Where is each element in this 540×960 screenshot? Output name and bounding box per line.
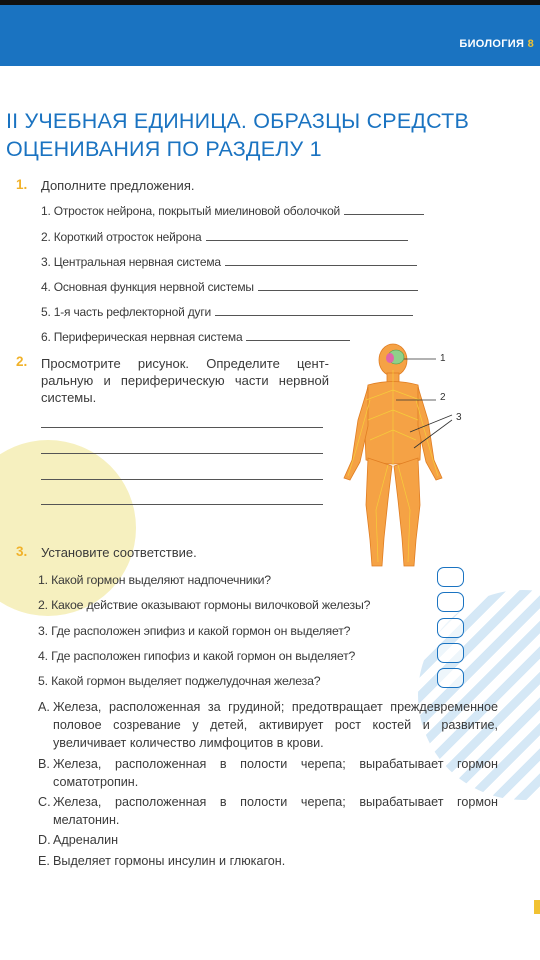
answer-line[interactable]: [41, 504, 323, 505]
figure-label-1: 1: [440, 353, 446, 364]
task-3-option: [38, 793, 498, 829]
answer-box[interactable]: [437, 592, 464, 612]
task-3-number: 3.: [16, 544, 28, 559]
option-text: Железа, расположенная в полости черепа; вырабатывает гормон соматотропин.: [53, 757, 498, 789]
subject-label: [459, 38, 534, 50]
task-3-option: [38, 852, 498, 870]
answer-blank[interactable]: [258, 289, 418, 291]
option-text: Выделяет гормоны инсулин и глюкагон.: [53, 854, 286, 868]
grade-number: 8: [527, 38, 534, 50]
task-3-question: 4. Где расположен гипофиз и какой гормон он выделяет?: [38, 649, 356, 663]
page-header: [0, 5, 540, 66]
option-letter: D.: [38, 833, 51, 847]
task-2-number: 2.: [16, 354, 28, 369]
option-letter: C.: [38, 795, 51, 809]
task-1-sentence: 6. Периферическая нервная система: [41, 330, 350, 344]
decorative-circle: [0, 440, 136, 616]
option-letter: B.: [38, 757, 50, 771]
title-line-2: ОЦЕНИВАНИЯ ПО РАЗДЕЛУ 1: [6, 137, 322, 161]
answer-box[interactable]: [437, 618, 464, 638]
option-text: Железа, расположенная за грудиной; предотвращает преждевременное половое созревание у детей, активирует рост костей и развитие, увеличивает количество лимфоцитов в крови.: [53, 700, 498, 750]
figure-label-2: 2: [440, 392, 446, 403]
task-3-question: 5. Какой гормон выделяет поджелудочная железа?: [38, 674, 321, 688]
task-2-text: Просмотрите рисунок. Определите центральную и периферическую части нервной системы.: [41, 356, 329, 405]
answer-line[interactable]: [41, 479, 323, 480]
task-1-sentence: 3. Центральная нервная система: [41, 255, 417, 269]
option-letter: E.: [38, 854, 50, 868]
task-3-option: [38, 698, 498, 752]
nervous-system-figure: [330, 340, 480, 572]
page-edge-marker: [534, 900, 540, 914]
task-1-sentence: 2. Короткий отросток нейрона: [41, 230, 408, 244]
task-1-instruction: Дополните предложения.: [41, 178, 195, 193]
task-3-option: [38, 755, 498, 791]
figure-label-3: 3: [456, 412, 462, 423]
human-body-illustration: [330, 340, 480, 572]
answer-line[interactable]: [41, 427, 323, 428]
answer-blank[interactable]: [344, 213, 424, 215]
answer-box[interactable]: [437, 643, 464, 663]
subject-name: БИОЛОГИЯ: [459, 38, 525, 50]
answer-box[interactable]: [437, 668, 464, 688]
answer-blank[interactable]: [225, 264, 417, 266]
answer-blank[interactable]: [215, 314, 413, 316]
title-line-1: II УЧЕБНАЯ ЕДИНИЦА. ОБРАЗЦЫ СРЕДСТВ: [6, 109, 470, 133]
task-3-option: [38, 831, 498, 849]
option-letter: A.: [38, 700, 50, 714]
task-3-question: 3. Где расположен эпифиз и какой гормон он выделяет?: [38, 624, 351, 638]
option-text: Адреналин: [53, 833, 119, 847]
page-title: [6, 107, 526, 163]
answer-blank[interactable]: [206, 239, 408, 241]
task-1-sentence: 4. Основная функция нервной системы: [41, 280, 418, 294]
answer-box[interactable]: [437, 567, 464, 587]
task-3-question: 1. Какой гормон выделяют надпочечники?: [38, 573, 271, 587]
task-1-sentence: 5. 1-я часть рефлекторной дуги: [41, 305, 413, 319]
answer-line[interactable]: [41, 453, 323, 454]
task-3-instruction: Установите соответствие.: [41, 545, 197, 560]
task-1-number: 1.: [16, 177, 28, 192]
task-1-sentence: 1. Отросток нейрона, покрытый миелиновой оболочкой: [41, 204, 424, 218]
task-3-question: 2. Какое действие оказывают гормоны вилочковой железы?: [38, 598, 371, 612]
option-text: Железа, расположенная в полости черепа; вырабатывает гормон мелатонин.: [53, 795, 498, 827]
